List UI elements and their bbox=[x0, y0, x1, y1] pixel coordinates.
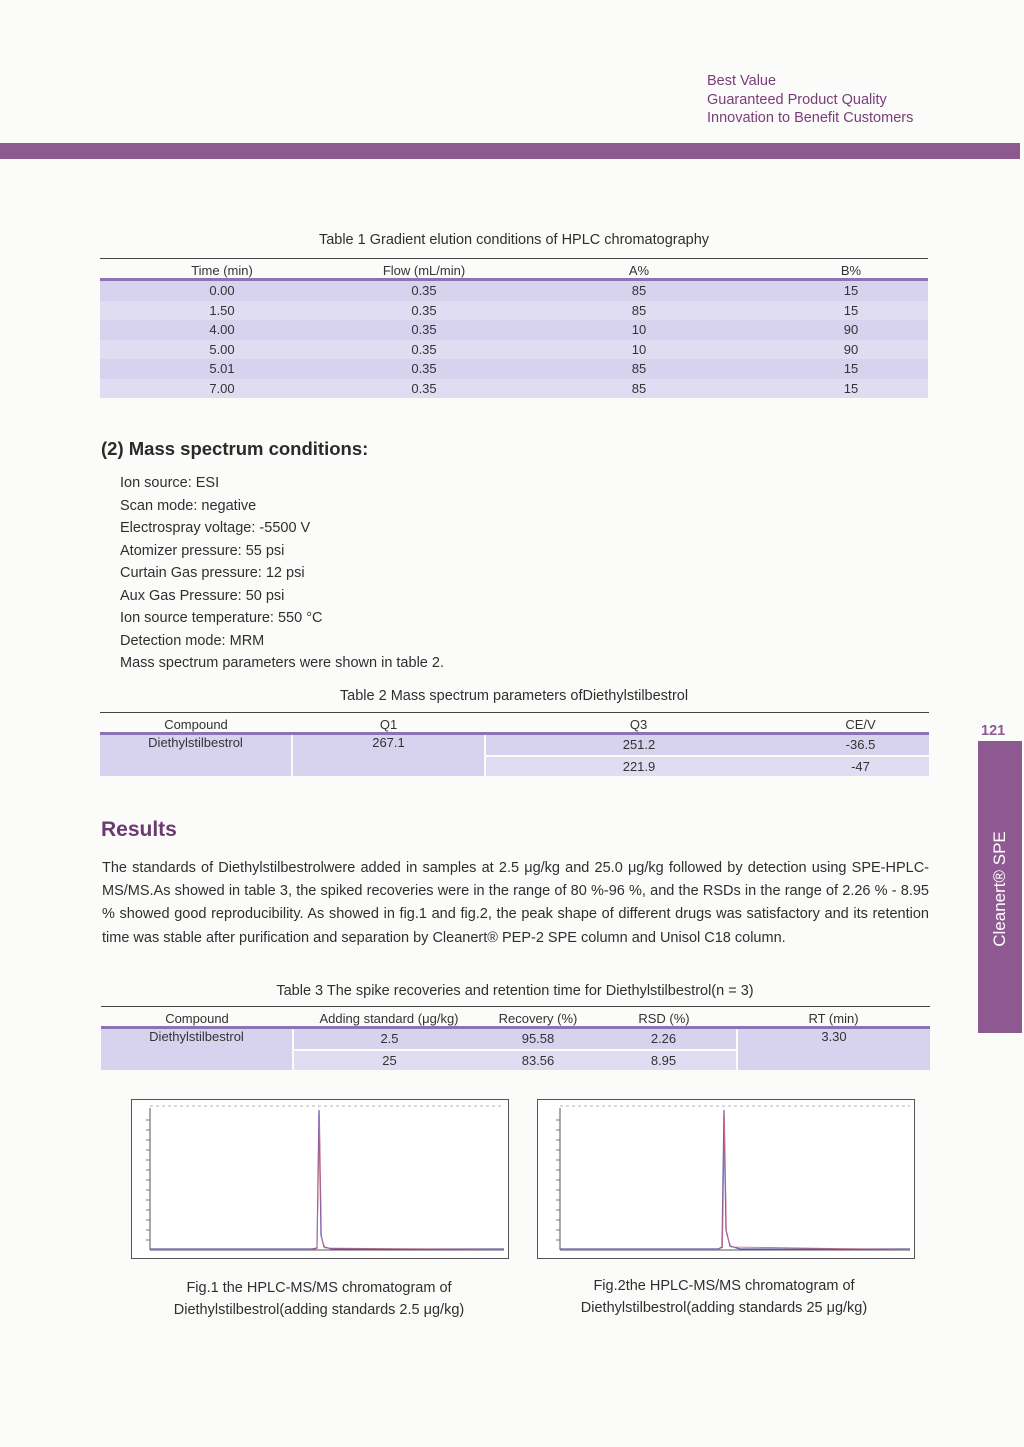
figure2-caption bbox=[544, 1275, 904, 1319]
table-cell: 90 bbox=[774, 320, 928, 340]
table1-header-row bbox=[100, 259, 928, 280]
table-cell: 15 bbox=[774, 379, 928, 399]
mass-spectrum-heading: (2) Mass spectrum conditions: bbox=[101, 438, 369, 459]
table-cell: 0.35 bbox=[344, 340, 504, 360]
mass-spectrum-parameter-list bbox=[120, 472, 444, 675]
table2-header-compound: Compound bbox=[164, 717, 228, 732]
table-cell: 10 bbox=[504, 340, 774, 360]
list-item: Aux Gas Pressure: 50 psi bbox=[120, 587, 285, 604]
table-row bbox=[100, 301, 928, 321]
table-cell: 251.2 bbox=[485, 734, 792, 756]
table-cell: 1.50 bbox=[100, 301, 344, 321]
table-cell: 90 bbox=[774, 340, 928, 360]
figure1-caption-line2: Diethylstilbestrol(adding standards 2.5 μg/kg) bbox=[173, 1302, 465, 1318]
table-cell: 15 bbox=[774, 301, 928, 321]
table-cell: 85 bbox=[504, 379, 774, 399]
table-row bbox=[100, 379, 928, 399]
table-cell: 95.58 bbox=[485, 1028, 591, 1050]
table3-header-recovery: Recovery (%) bbox=[498, 1011, 578, 1026]
side-tab-label: Cleanert® SPE bbox=[990, 831, 1009, 947]
list-item: Electrospray voltage: -5500 V bbox=[120, 520, 311, 536]
table-cell: 4.00 bbox=[100, 320, 344, 340]
table-row bbox=[100, 359, 928, 379]
table-row bbox=[101, 1028, 930, 1050]
table-cell: 0.35 bbox=[344, 280, 504, 301]
results-paragraph: The standards of Diethylstilbestrolwere added in samples at 2.5 μg/kg and 25.0 μg/kg followed by detection using SPE-HPLC-MS/MS.As showed in table 3, the spiked recoveries were in the range of 80 %-96 %, and the RSDs in the range of 2.26 % - 8.95 % showed good reproducibility. As showed in fig.1 and fig.2, the peak shape of different drugs was satisfactory and its retention time was stable after purification and separation by Cleanert® PEP-2 SPE column and Unisol C18 column. bbox=[102, 860, 929, 946]
table3-header-adding-standard: Adding standard (μg/kg) bbox=[319, 1011, 459, 1026]
list-item: Ion source: ESI bbox=[120, 475, 220, 491]
tagline-1: Best Value bbox=[707, 73, 777, 89]
table-cell: 25 bbox=[293, 1050, 485, 1071]
table-cell: 85 bbox=[504, 359, 774, 379]
table-cell: 15 bbox=[774, 280, 928, 301]
table-cell: 0.35 bbox=[344, 379, 504, 399]
header-color-band bbox=[0, 143, 1020, 159]
table-cell: 7.00 bbox=[100, 379, 344, 399]
table3-header-compound: Compound bbox=[165, 1011, 229, 1026]
table2-caption: Table 2 Mass spectrum parameters ofDiethylstilbestrol bbox=[339, 688, 689, 704]
table3-header-rsd: RSD (%) bbox=[638, 1011, 690, 1026]
table-cell: 0.35 bbox=[344, 359, 504, 379]
tagline-3: Innovation to Benefit Customers bbox=[707, 110, 914, 126]
chromatogram-fig1 bbox=[131, 1099, 509, 1259]
table-cell: 15 bbox=[774, 359, 928, 379]
table3-header-row bbox=[101, 1007, 930, 1028]
table1-header-time: Time (min) bbox=[191, 263, 253, 278]
list-item: Detection mode: MRM bbox=[120, 632, 265, 649]
table3-spike-recoveries bbox=[101, 1006, 930, 1070]
table-cell: 85 bbox=[504, 280, 774, 301]
table3-caption: Table 3 The spike recoveries and retention time for Diethylstilbestrol(n = 3) bbox=[276, 983, 754, 999]
table-cell: 0.35 bbox=[344, 320, 504, 340]
table-cell: 2.26 bbox=[591, 1028, 737, 1050]
tagline-2: Guaranteed Product Quality bbox=[707, 91, 887, 108]
table2-header-q3: Q3 bbox=[629, 717, 648, 732]
table-cell: 221.9 bbox=[485, 756, 792, 777]
list-item: Atomizer pressure: 55 psi bbox=[120, 542, 285, 559]
results-heading: Results bbox=[101, 818, 177, 841]
side-tab-text-wrap bbox=[978, 759, 1022, 1019]
table-row bbox=[100, 734, 929, 756]
table2-compound-cell: Diethylstilbestrol bbox=[100, 734, 292, 777]
table-cell: 0.00 bbox=[100, 280, 344, 301]
list-item: Curtain Gas pressure: 12 psi bbox=[120, 565, 305, 581]
table1-header-flow: Flow (mL/min) bbox=[382, 263, 466, 278]
header-taglines bbox=[707, 72, 913, 128]
table1-header-a: A% bbox=[628, 263, 650, 278]
table3-rt-cell: 3.30 bbox=[737, 1028, 930, 1071]
chromatogram-fig1-plot bbox=[132, 1100, 508, 1258]
table-row bbox=[100, 320, 928, 340]
list-item: Ion source temperature: 550 °C bbox=[120, 610, 323, 626]
table-cell: 83.56 bbox=[485, 1050, 591, 1071]
table-row bbox=[100, 280, 928, 301]
table2-mass-spectrum-parameters bbox=[100, 712, 929, 776]
list-item: Mass spectrum parameters were shown in table 2. bbox=[120, 655, 444, 671]
table2-header-ce: CE/V bbox=[845, 717, 876, 732]
table1-header-b: B% bbox=[840, 263, 862, 278]
table3-compound-cell: Diethylstilbestrol bbox=[101, 1028, 293, 1071]
table-cell: 8.95 bbox=[591, 1050, 737, 1071]
side-section-tab bbox=[978, 741, 1022, 1033]
chromatogram-fig2-plot bbox=[538, 1100, 914, 1258]
figure2-caption-line2: Diethylstilbestrol(adding standards 25 μg/kg) bbox=[580, 1300, 868, 1316]
table-row bbox=[100, 340, 928, 360]
table2-header-row bbox=[100, 713, 929, 734]
figure2-caption-line1: Fig.2the HPLC-MS/MS chromatogram of bbox=[593, 1278, 855, 1294]
table-cell: 10 bbox=[504, 320, 774, 340]
table-cell: 5.00 bbox=[100, 340, 344, 360]
page-number: 121 bbox=[981, 723, 1006, 739]
table2-q1-cell: 267.1 bbox=[292, 734, 485, 777]
chromatogram-fig2 bbox=[537, 1099, 915, 1259]
table-cell: 2.5 bbox=[293, 1028, 485, 1050]
table1-caption: Table 1 Gradient elution conditions of HPLC chromatography bbox=[318, 232, 710, 248]
table3-header-rt: RT (min) bbox=[808, 1011, 859, 1026]
table-cell: -36.5 bbox=[792, 734, 929, 756]
figure1-caption bbox=[139, 1277, 499, 1321]
table2-header-q1: Q1 bbox=[379, 717, 398, 732]
table-cell: 5.01 bbox=[100, 359, 344, 379]
table-cell: 85 bbox=[504, 301, 774, 321]
table1-gradient-elution bbox=[100, 258, 928, 398]
figure1-caption-line1: Fig.1 the HPLC-MS/MS chromatogram of bbox=[186, 1280, 452, 1296]
list-item: Scan mode: negative bbox=[120, 497, 257, 514]
table-cell: 0.35 bbox=[344, 301, 504, 321]
table-cell: -47 bbox=[792, 756, 929, 777]
